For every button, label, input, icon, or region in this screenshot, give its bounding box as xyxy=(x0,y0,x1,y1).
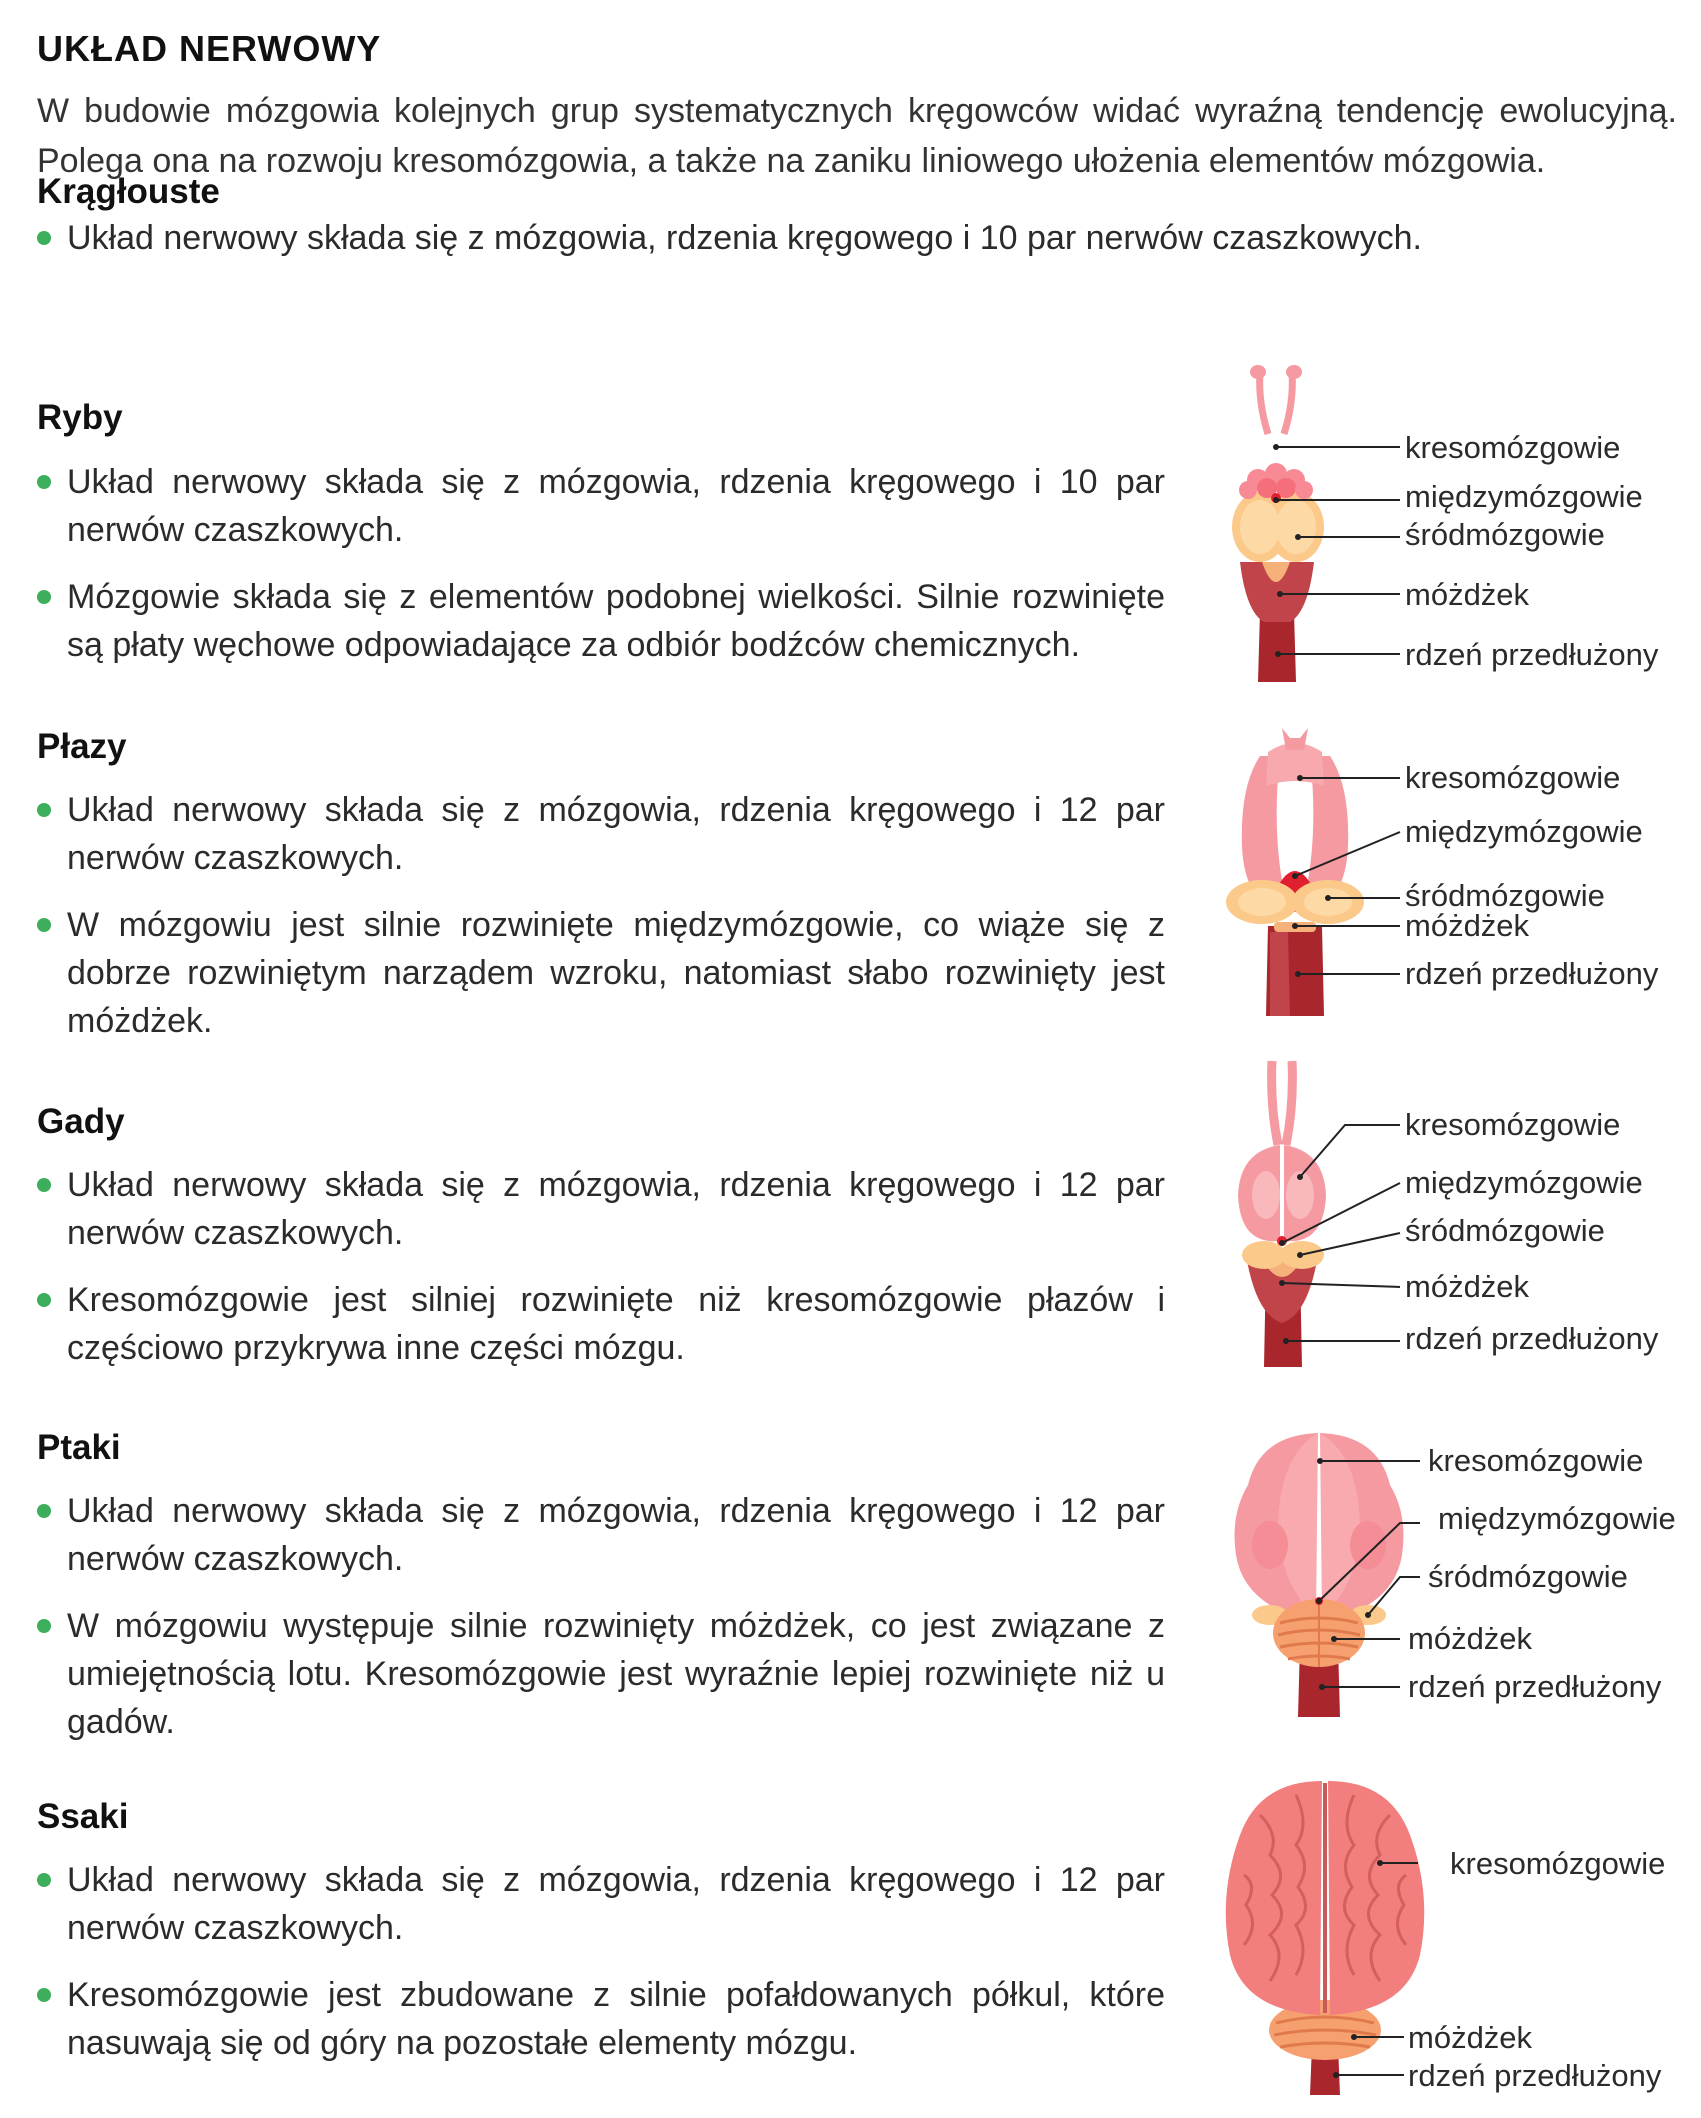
label-rdzen-przedluzony: rdzeń przedłużony xyxy=(1405,956,1659,991)
label-kresomozgowie: kresomózgowie xyxy=(1450,1846,1666,1881)
bullet-dot xyxy=(37,475,51,489)
label-rdzen-przedluzony: rdzeń przedłużony xyxy=(1408,1669,1662,1704)
bullet-kraglouste-1: Układ nerwowy składa się z mózgowia, rdzenia kręgowego i 10 par nerwów czaszkowych. xyxy=(37,214,1677,262)
bullet-plazy-1: Układ nerwowy składa się z mózgowia, rdzenia kręgowego i 12 par nerwów czaszkowych. xyxy=(37,786,1165,882)
bullet-ryby-2: Mózgowie składa się z elementów podobnej wielkości. Silnie rozwinięte są płaty węchowe odpowiadające za odbiór bodźców chemicznych. xyxy=(37,573,1165,669)
bullet-dot xyxy=(37,1504,51,1518)
bullet-gady-1: Układ nerwowy składa się z mózgowia, rdzenia kręgowego i 12 par nerwów czaszkowych. xyxy=(37,1161,1165,1257)
label-miedzymozgowie: międzymózgowie xyxy=(1405,479,1643,514)
heading-ptaki: Ptaki xyxy=(37,1428,121,1467)
heading-ssaki: Ssaki xyxy=(37,1797,129,1836)
label-rdzen-przedluzony: rdzeń przedłużony xyxy=(1405,1321,1659,1356)
label-mozdzek: móżdżek xyxy=(1405,908,1530,943)
label-miedzymozgowie: międzymózgowie xyxy=(1405,814,1643,849)
mammal-brain-diagram xyxy=(1200,1775,1680,2105)
label-miedzymozgowie: międzymózgowie xyxy=(1438,1501,1676,1536)
bullet-dot xyxy=(37,803,51,817)
label-rdzen-przedluzony: rdzeń przedłużony xyxy=(1405,637,1659,672)
bird-brain-diagram xyxy=(1200,1425,1680,1725)
label-srodmozgowie: śródmózgowie xyxy=(1405,878,1605,913)
label-srodmozgowie: śródmózgowie xyxy=(1405,517,1605,552)
intro-paragraph: W budowie mózgowia kolejnych grup systematycznych kręgowców widać wyraźną tendencję ewolucyjną. Polega ona na rozwoju kresomózgowia, a także na zaniku liniowego ułożenia elementów mózgowia. xyxy=(37,92,1677,180)
bullet-ptaki-1: Układ nerwowy składa się z mózgowia, rdzenia kręgowego i 12 par nerwów czaszkowych. xyxy=(37,1487,1165,1583)
fish-brain-diagram xyxy=(1200,362,1680,692)
heading-kraglouste: Krągłouste xyxy=(37,172,220,211)
label-mozdzek: móżdżek xyxy=(1405,577,1530,612)
bullet-dot xyxy=(37,1619,51,1633)
heading-ryby: Ryby xyxy=(37,398,123,437)
amphibian-brain-diagram xyxy=(1200,726,1680,1026)
bullet-dot xyxy=(37,231,51,245)
bullet-dot xyxy=(37,1293,51,1307)
bullet-dot xyxy=(37,1988,51,2002)
label-kresomozgowie: kresomózgowie xyxy=(1405,1107,1621,1142)
mammal-brain-illustration xyxy=(1226,1781,1424,2095)
bullet-plazy-2: W mózgowiu jest silnie rozwinięte międzymózgowie, co wiąże się z dobrze rozwiniętym narządem wzroku, natomiast słabo rozwinięty jest móżdżek. xyxy=(37,901,1165,1045)
page-title: UKŁAD NERWOWY xyxy=(37,28,382,69)
label-rdzen-przedluzony: rdzeń przedłużony xyxy=(1408,2058,1662,2093)
bullet-ssaki-2: Kresomózgowie jest zbudowane z silnie pofałdowanych półkul, które nasuwają się od góry na pozostałe elementy mózgu. xyxy=(37,1971,1165,2067)
reptile-brain-diagram xyxy=(1200,1055,1680,1375)
label-mozdzek: móżdżek xyxy=(1408,1621,1533,1656)
bullet-dot xyxy=(37,590,51,604)
bullet-ssaki-1: Układ nerwowy składa się z mózgowia, rdzenia kręgowego i 12 par nerwów czaszkowych. xyxy=(37,1856,1165,1952)
label-mozdzek: móżdżek xyxy=(1408,2020,1533,2055)
amphibian-brain-illustration xyxy=(1226,728,1364,1016)
fish-brain-illustration xyxy=(1232,365,1324,682)
label-mozdzek: móżdżek xyxy=(1405,1269,1530,1304)
bird-brain-illustration xyxy=(1235,1433,1404,1717)
heading-plazy: Płazy xyxy=(37,727,127,766)
heading-gady: Gady xyxy=(37,1102,125,1141)
bullet-dot xyxy=(37,1873,51,1887)
label-srodmozgowie: śródmózgowie xyxy=(1428,1559,1628,1594)
bullet-dot xyxy=(37,1178,51,1192)
bullet-ryby-1: Układ nerwowy składa się z mózgowia, rdzenia kręgowego i 10 par nerwów czaszkowych. xyxy=(37,458,1165,554)
label-kresomozgowie: kresomózgowie xyxy=(1405,760,1621,795)
label-kresomozgowie: kresomózgowie xyxy=(1405,430,1621,465)
bullet-dot xyxy=(37,918,51,932)
bullet-ptaki-2: W mózgowiu występuje silnie rozwinięty móżdżek, co jest związane z umiejętnością lotu. Kresomózgowie jest wyraźnie lepiej rozwinięte niż u gadów. xyxy=(37,1602,1165,1746)
bullet-gady-2: Kresomózgowie jest silniej rozwinięte niż kresomózgowie płazów i częściowo przykrywa inne części mózgu. xyxy=(37,1276,1165,1372)
label-miedzymozgowie: międzymózgowie xyxy=(1405,1165,1643,1200)
label-kresomozgowie: kresomózgowie xyxy=(1428,1443,1644,1478)
reptile-brain-illustration xyxy=(1238,1061,1326,1367)
label-srodmozgowie: śródmózgowie xyxy=(1405,1213,1605,1248)
